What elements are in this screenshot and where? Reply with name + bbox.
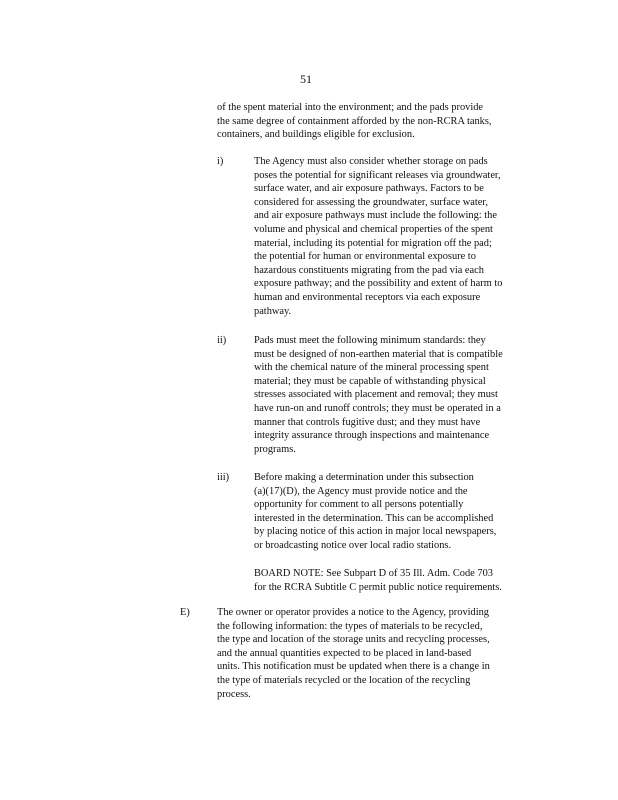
section-e-paragraph: [217, 606, 490, 701]
text-line: the same degree of containment afforded by the non-RCRA tanks,: [217, 115, 492, 127]
text-line: and the annual quantities expected to be placed in land-based: [217, 647, 472, 659]
text-line: the following information: the types of materials to be recycled,: [217, 620, 483, 632]
text-line: material; they must be capable of withstanding physical: [254, 375, 486, 387]
section-marker-e: E): [180, 607, 190, 618]
item-i-paragraph: [254, 155, 502, 318]
item-marker-iii: iii): [217, 472, 230, 483]
text-line: exposure pathway; and the possibility and extent of harm to: [254, 278, 503, 290]
text-line: BOARD NOTE: See Subpart D of 35 Ill. Adm. Code 703: [254, 568, 493, 579]
text-line: process.: [217, 688, 251, 700]
text-line: stresses associated with placement and removal; they must: [254, 389, 498, 401]
text-line: surface water, and air exposure pathways. Factors to be: [254, 183, 484, 195]
text-line: integrity assurance through inspections and maintenance: [254, 430, 490, 442]
text-line: of the spent material into the environment; and the pads provide: [217, 102, 484, 113]
text-line: must be designed of non-earthen material that is compatible: [254, 348, 503, 360]
text-line: with the chemical nature of the mineral processing spent: [254, 362, 489, 374]
text-line: Before making a determination under this subsection: [254, 472, 474, 483]
text-line: opportunity for comment to all persons potentially: [254, 499, 464, 511]
text-line: containers, and buildings eligible for exclusion.: [217, 129, 415, 141]
text-line: the type of materials recycled or the location of the recycling: [217, 674, 471, 686]
text-line: material, including its potential for migration off the pad;: [254, 237, 492, 249]
item-ii-paragraph: [254, 334, 503, 456]
text-line: considered for assessing the groundwater, surface water,: [254, 196, 489, 208]
text-line: interested in the determination. This can be accomplished: [254, 512, 494, 524]
text-line: for the RCRA Subtitle C permit public notice requirements.: [254, 581, 502, 593]
text-line: programs.: [254, 443, 296, 455]
item-iii-paragraph: [254, 471, 496, 553]
text-line: manner that controls fugitive dust; and they must have: [254, 416, 481, 428]
text-line: (a)(17)(D), the Agency must provide notice and the: [254, 485, 468, 497]
text-line: units. This notification must be updated when there is a change in: [217, 661, 490, 673]
text-line: Pads must meet the following minimum standards: they: [254, 335, 486, 346]
intro-paragraph: [217, 101, 492, 142]
text-line: volume and physical and chemical properties of the spent: [254, 223, 493, 235]
board-note: [254, 567, 502, 594]
item-marker-ii: ii): [217, 335, 227, 346]
text-line: The Agency must also consider whether storage on pads: [254, 156, 488, 167]
text-line: the type and location of the storage units and recycling processes,: [217, 634, 490, 646]
text-line: hazardous constituents migrating from the pad via each: [254, 264, 484, 276]
text-line: the potential for human or environmental exposure to: [254, 251, 476, 263]
text-line: poses the potential for significant releases via groundwater,: [254, 169, 501, 181]
text-line: pathway.: [254, 305, 292, 317]
text-line: or broadcasting notice over local radio stations.: [254, 539, 452, 551]
text-line: and air exposure pathways must include the following: the: [254, 210, 497, 222]
text-line: have run-on and runoff controls; they must be operated in a: [254, 402, 501, 414]
item-marker-i: i): [217, 156, 224, 167]
page-number: 51: [300, 72, 312, 86]
text-line: by placing notice of this action in major local newspapers,: [254, 526, 497, 538]
text-line: human and environmental receptors via each exposure: [254, 291, 481, 303]
text-line: The owner or operator provides a notice to the Agency, providing: [217, 607, 489, 618]
